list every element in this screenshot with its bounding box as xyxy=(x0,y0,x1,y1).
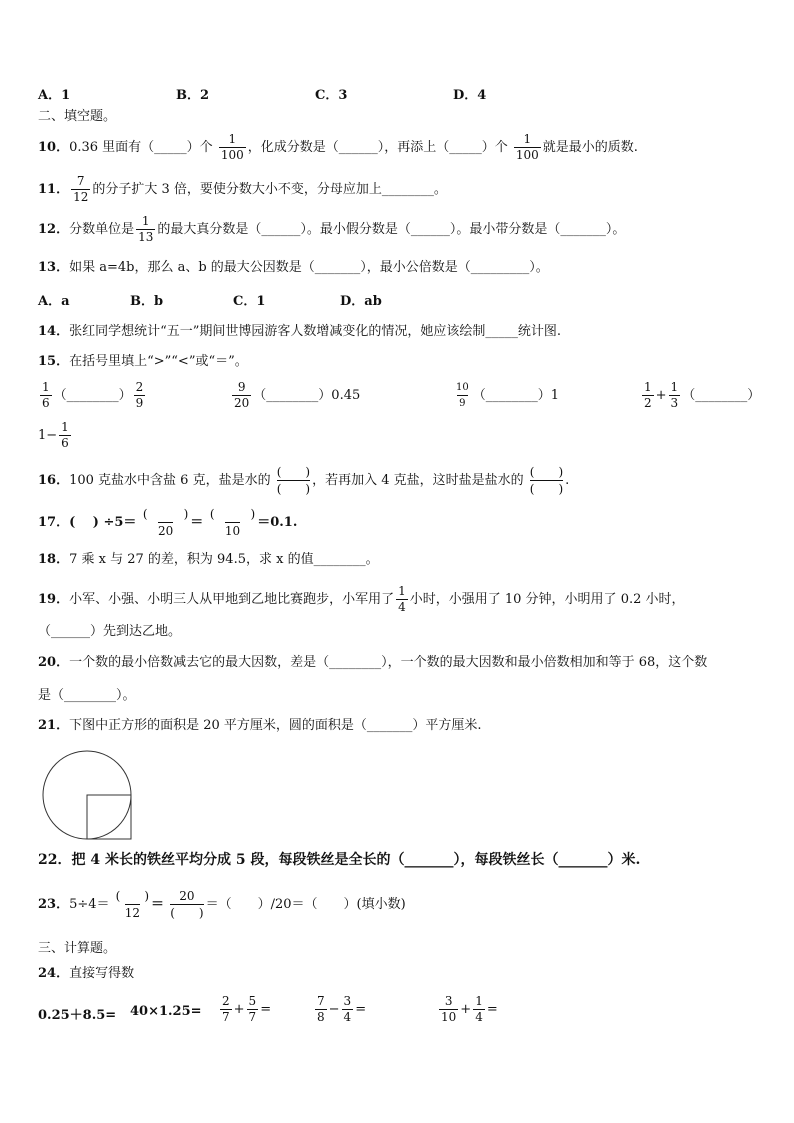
question-10: 10．0.36 里面有（_____）个 $\frac{1}{100}$ ，化成分数是（______），再添上（_____）个 $\frac{1}{100}$ 就是最小的质数. xyxy=(38,132,638,162)
circle-square-figure xyxy=(38,750,138,846)
question-14: 14．张红同学想统计“五一”期间世博园游客人数增减变化的情况，她应该绘制_____统计图. xyxy=(38,324,562,339)
question-19: 19．小军、小强、小明三人从甲地到乙地比赛跑步，小军用了 $\frac{1}{4}$ 小时，小强用了 10 分钟，小明用了 0.2 小时， xyxy=(38,584,685,614)
section-2-heading: 二、填空题。 xyxy=(38,109,117,124)
question-15: 15．在括号里填上“>”“<”或“＝”。 xyxy=(38,354,248,369)
q9-option-a: A．1 xyxy=(38,88,71,103)
question-13: 13．如果 a=4b，那么 a、b 的最大公因数是（_______），最小公倍数是（_________）。 xyxy=(38,260,549,275)
q13-option-c: C．1 xyxy=(233,294,266,309)
question-21: 21．下图中正方形的面积是 20 平方厘米，圆的面积是（_______）平方厘米. xyxy=(38,718,482,733)
q13-option-d: D．ab xyxy=(340,294,382,309)
q9-option-c: C．3 xyxy=(315,88,348,103)
question-20-cont: 是（________）。 xyxy=(38,688,136,703)
question-17: 17．( ) ÷5＝ ( ) 20 ＝ ( ) 10 ＝0.1. xyxy=(38,507,298,538)
q15-compare-2: $\frac{9}{20}$ （________）0.45 xyxy=(234,380,361,410)
q24-expr-3: $\frac{2}{7}$ + $\frac{5}{7}$ = xyxy=(222,994,272,1024)
q15-compare-4: $\frac{1}{2}$ + $\frac{1}{3}$ （________） xyxy=(644,380,761,410)
q13-option-b: B．b xyxy=(130,294,164,309)
question-16: 16．100 克盐水中含盐 6 克，盐是水的 ( ) ( ) ，若再加入 4 克盐，这时盐是盐水的 ( ) ( ) . xyxy=(38,465,570,496)
question-20: 20．一个数的最小倍数减去它的最大因数，差是（________），一个数的最大因数和最小倍数相加和等于 68，这个数 xyxy=(38,655,708,670)
section-3-heading: 三、计算题。 xyxy=(38,941,117,956)
question-22: 22．把 4 米长的铁丝平均分成 5 段，每段铁丝是全长的（_______），每段铁丝长（_______）米. xyxy=(38,852,641,868)
question-18: 18．7 乘 x 与 27 的差，积为 94.5，求 x 的值________。 xyxy=(38,552,379,567)
q15-compare-1: $\frac{1}{6}$ （________） $\frac{2}{9}$ xyxy=(42,380,144,410)
question-12: 12．分数单位是 $\frac{1}{13}$ 的最大真分数是（______）。最小假分数是（______）。最小带分数是（_______）。 xyxy=(38,214,626,244)
q9-option-d: D．4 xyxy=(453,88,487,103)
q24-expr-1: 0.25＋8.5= xyxy=(38,1008,117,1023)
q13-option-a: A．a xyxy=(38,294,70,309)
q9-option-b: B．2 xyxy=(176,88,210,103)
question-19-cont: （______）先到达乙地。 xyxy=(38,624,182,639)
question-23: 23．5÷4＝ ( ) 12 ＝ 20 ( ) ＝（ ）/20＝（ ）(填小数) xyxy=(38,889,406,920)
q24-expr-5: $\frac{3}{10}$ + $\frac{1}{4}$ = xyxy=(441,994,498,1024)
q24-expr-4: $\frac{7}{8}$ − $\frac{3}{4}$ = xyxy=(317,994,367,1024)
q15-compare-3: $\frac{10}{9}$ （________）1 xyxy=(456,382,560,409)
q15-compare-5: 1− $\frac{1}{6}$ xyxy=(38,420,69,450)
question-24: 24．直接写得数 xyxy=(38,966,135,981)
question-11: 11． $\frac{7}{12}$ 的分子扩大 3 倍，要使分数大小不变，分母应加上________。 xyxy=(38,174,447,204)
q24-expr-2: 40×1.25= xyxy=(130,1004,202,1019)
